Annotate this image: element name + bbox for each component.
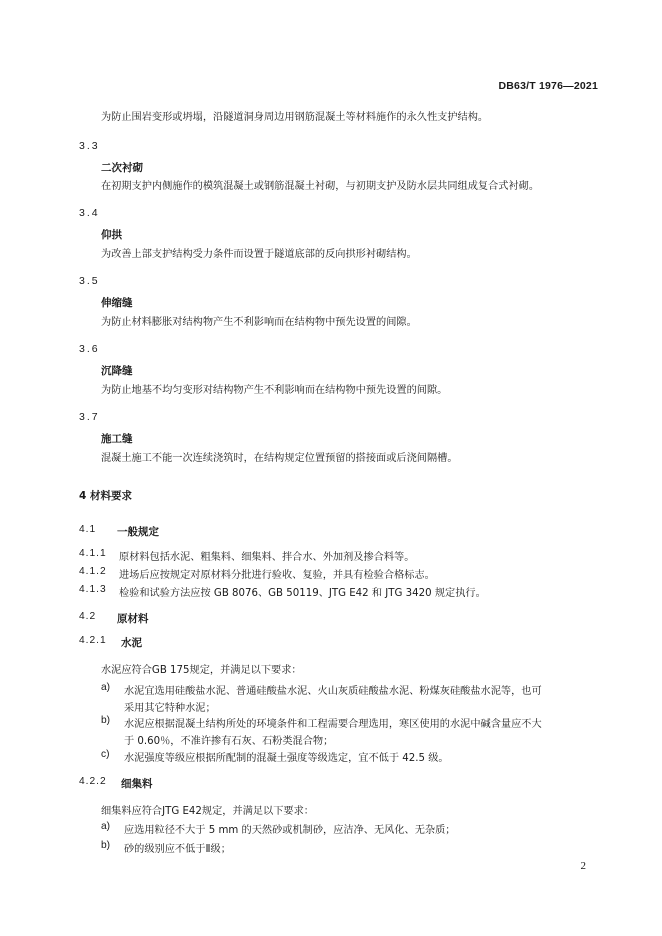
list-item-text: 砂的级别应不低于Ⅱ级； [124, 844, 231, 855]
list-item-text: 水泥应根据混凝土结构所处的环境条件和工程需要合理选用，寒区使用的水泥中碱含量应不大 [124, 719, 542, 730]
term-name-3-6: 沉降缝 [101, 365, 133, 377]
clause-number: 4.1.3 [79, 584, 107, 595]
clause-number: 4.1.1 [79, 548, 107, 559]
term-definition-3-5: 为防止材料膨胀对结构物产生不利影响而在结构物中预先设置的间隙。 [101, 317, 417, 328]
list-item-text: 水泥宜选用硅酸盐水泥、普通硅酸盐水泥、火山灰质硅酸盐水泥、粉煤灰硅酸盐水泥等，也可 [124, 686, 542, 697]
list-marker: a) [101, 682, 111, 693]
list-item-text: 应选用粒径不大于 5 mm 的天然砂或机制砂，应洁净、无风化、无杂质； [124, 825, 456, 836]
term-number-3-7: 3.7 [79, 411, 100, 423]
term-definition-3-4: 为改善上部支护结构受力条件而设置于隧道底部的反向拱形衬砌结构。 [101, 249, 417, 260]
term-name-3-4: 仰拱 [101, 229, 122, 241]
clause-intro: 水泥应符合GB 175规定，并满足以下要求： [101, 665, 302, 676]
term-number-3-4: 3.4 [79, 207, 100, 219]
subsection-title: 一般规定 [117, 526, 159, 538]
subsection-title: 原材料 [117, 613, 149, 625]
clause-text: 进场后应按规定对原材料分批进行验收、复验，并具有检验合格标志。 [119, 570, 435, 581]
term-definition-3-7: 混凝土施工不能一次连续浇筑时，在结构规定位置预留的搭接面或后浇间隔槽。 [101, 453, 458, 464]
clause-title: 水泥 [121, 637, 142, 649]
clause-text: 检验和试验方法应按 GB 8076、GB 50119、JTG E42 和 JTG 3420 规定执行。 [119, 588, 486, 599]
term-definition-3-6: 为防止地基不均匀变形对结构物产生不利影响而在结构物中预先设置的间隙。 [101, 385, 448, 396]
subsection-number: 4.2 [79, 611, 97, 622]
list-marker: a) [101, 821, 111, 832]
clause-number: 4.2.1 [79, 635, 107, 646]
term-number-3-5: 3.5 [79, 275, 100, 287]
term-definition-3-3: 在初期支护内侧施作的模筑混凝土或钢筋混凝土衬砌，与初期支护及防水层共同组成复合式衬砌。 [101, 181, 540, 192]
clause-intro: 细集料应符合JTG E42规定，并满足以下要求： [101, 806, 314, 817]
clause-title: 细集料 [121, 778, 153, 790]
section-title: 4 材料要求 [79, 490, 132, 502]
list-marker: b) [101, 840, 111, 851]
list-item-text: 采用其它特种水泥； [124, 703, 216, 714]
clause-text: 原材料包括水泥、粗集料、细集料、拌合水、外加剂及掺合料等。 [119, 552, 415, 563]
document-code: DB63/T 1976—2021 [498, 80, 598, 92]
clause-number: 4.1.2 [79, 566, 107, 577]
term-name-3-5: 伸缩缝 [101, 297, 133, 309]
clause-number: 4.2.2 [79, 776, 107, 787]
list-item-text: 水泥强度等级应根据所配制的混凝土强度等级选定，宜不低于 42.5 级。 [124, 753, 449, 764]
subsection-number: 4.1 [79, 524, 97, 535]
prev-term-definition: 为防止围岩变形或坍塌，沿隧道洞身周边用钢筋混凝土等材料施作的永久性支护结构。 [101, 112, 489, 123]
list-item-text: 于 0.60％，不准许掺有石灰、石粉类混合物； [124, 736, 334, 747]
list-marker: b) [101, 715, 111, 726]
page-number: 2 [580, 860, 586, 872]
term-number-3-3: 3.3 [79, 140, 100, 152]
term-number-3-6: 3.6 [79, 343, 100, 355]
term-name-3-7: 施工缝 [101, 433, 133, 445]
list-marker: c) [101, 749, 110, 760]
term-name-3-3: 二次衬砌 [101, 162, 143, 174]
